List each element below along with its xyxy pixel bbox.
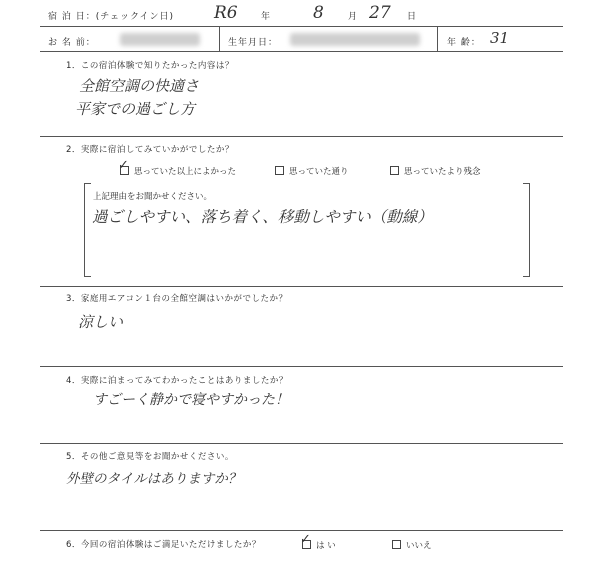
name-redacted (120, 33, 200, 46)
checkbox[interactable] (275, 166, 284, 175)
check-mark-icon: ✓ (118, 158, 129, 173)
name-label: お 名 前： (48, 38, 96, 48)
age-value: 31 (490, 29, 510, 47)
check-mark-icon: ✓ (300, 532, 311, 547)
reason-label: 上記理由をお聞かせください。 (93, 192, 213, 202)
checkbox[interactable] (390, 166, 399, 175)
q1-answer-line2: 平家での過ごし方 (75, 100, 196, 118)
q4-answer: すごーく静かで寝やすかった！ (93, 392, 289, 408)
q6-option-no[interactable] (392, 539, 432, 551)
q2-question: 2．実際に宿泊してみていかがでしたか？ (66, 145, 234, 155)
stay-date-label: 宿 泊 日：(チェックイン日) (48, 12, 175, 22)
q5-question: 5．その他ご意見等をお聞かせください。 (66, 452, 234, 462)
checkbox[interactable] (392, 540, 401, 549)
divider (40, 26, 563, 27)
q1-answer-line1: 全館空調の快適さ (79, 77, 200, 95)
q2-option-1[interactable] (120, 165, 236, 177)
year-label: 年 (261, 12, 272, 22)
reason-answer: 過ごしやすい、落ち着く、移動しやすい（動線） (92, 208, 433, 226)
day-label: 日 (407, 12, 418, 22)
q2-option-3-label: 思っていたより残念 (404, 167, 481, 177)
dob-redacted (290, 33, 420, 46)
month-label: 月 (348, 12, 359, 22)
q5-answer: 外壁のタイルはありますか？ (66, 471, 242, 487)
divider (40, 51, 563, 52)
q2-option-3[interactable] (390, 165, 481, 177)
age-label: 年 齢： (447, 38, 481, 48)
day-value: 27 (369, 3, 391, 23)
year-value: R6 (214, 3, 238, 23)
q1-question: 1．この宿泊体験で知りたかった内容は？ (66, 61, 234, 71)
divider (40, 286, 563, 287)
divider (40, 136, 563, 137)
divider (40, 366, 563, 367)
q2-option-1-label: 思っていた以上によかった (134, 167, 237, 177)
q3-answer: 涼しい (78, 313, 124, 331)
divider (40, 530, 563, 531)
q3-question: 3．家庭用エアコン１台の全館空調はいかがでしたか？ (66, 294, 288, 304)
q2-option-2[interactable] (275, 165, 349, 177)
month-value: 8 (313, 3, 324, 23)
divider (40, 443, 563, 444)
q6-question: 6．今回の宿泊体験はご満足いただけましたか？ (66, 540, 261, 550)
q2-option-2-label: 思っていた通り (289, 167, 349, 177)
q6-option-no-label: いいえ (406, 541, 432, 551)
reason-bracket-left (84, 183, 91, 277)
divider (219, 27, 220, 51)
q6-option-yes-label: は い (316, 541, 336, 551)
q4-question: 4．実際に泊まってみてわかったことはありましたか？ (66, 376, 288, 386)
reason-bracket-right (523, 183, 530, 277)
divider (437, 27, 438, 51)
dob-label: 生年月日： (228, 38, 279, 48)
